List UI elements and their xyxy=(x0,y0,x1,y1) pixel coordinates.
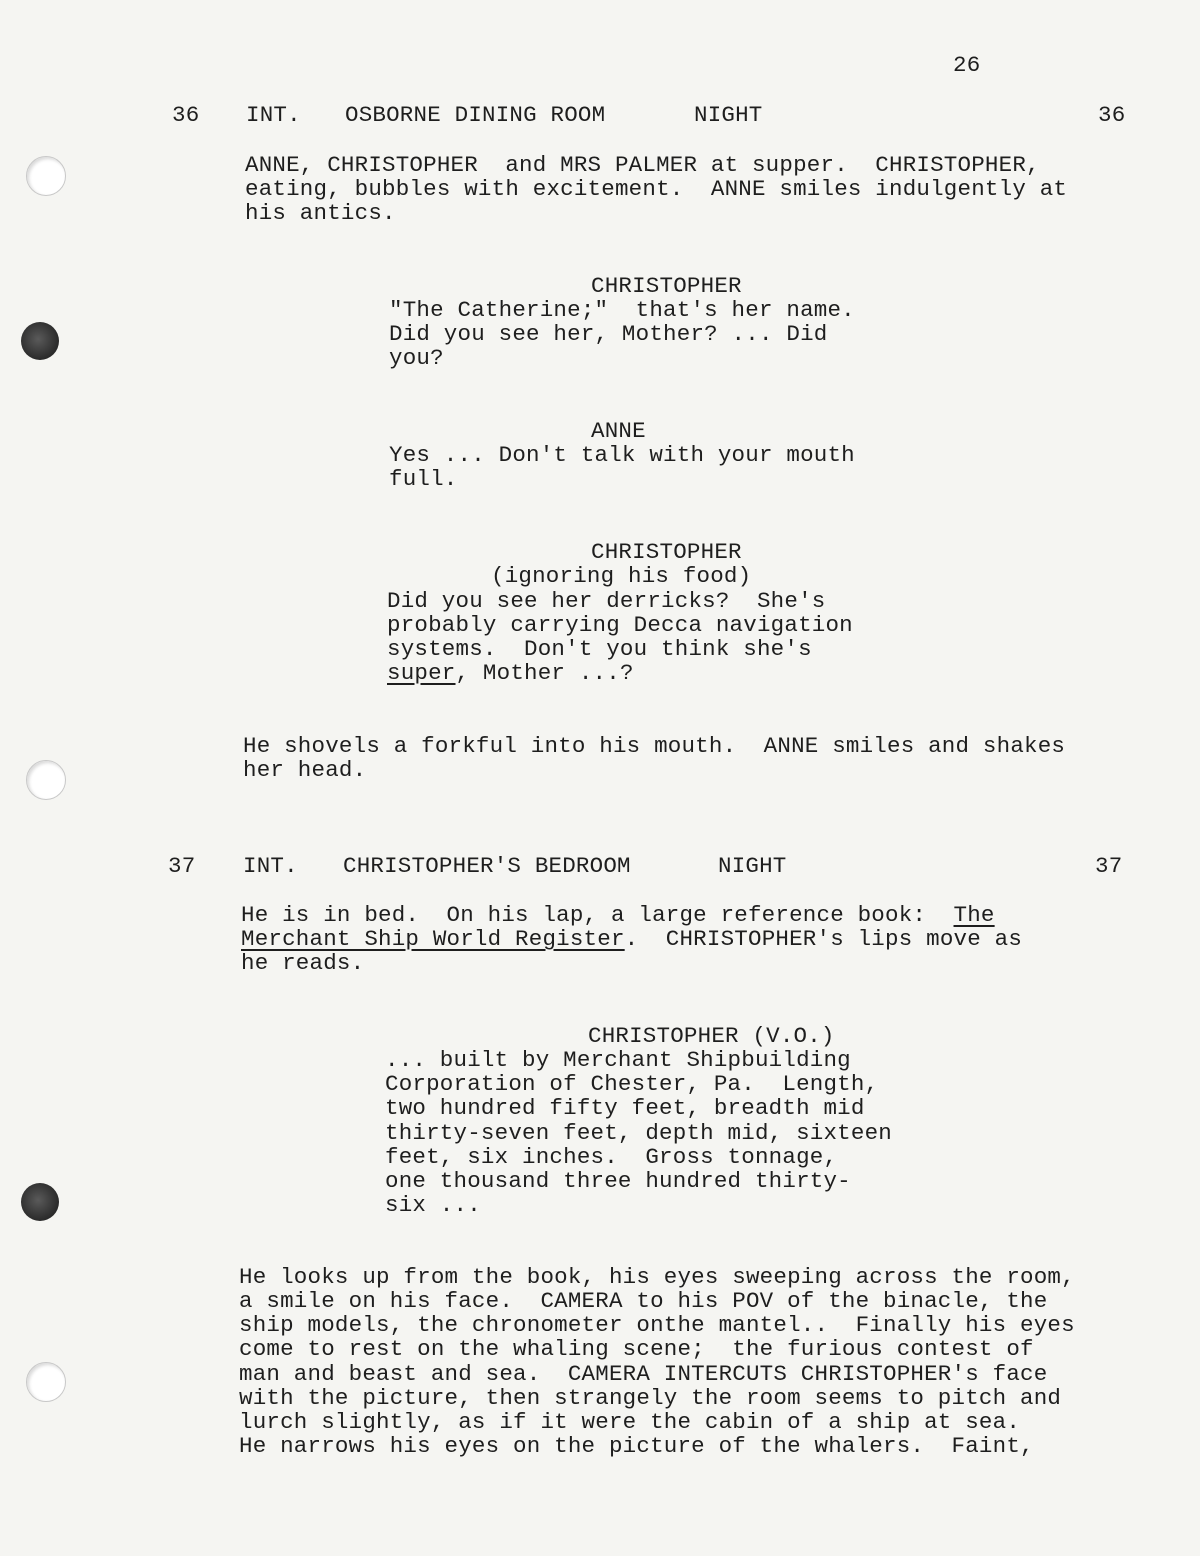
parenthetical: (ignoring his food) xyxy=(491,563,752,589)
dialogue-line-rest: , Mother ...? xyxy=(455,660,634,686)
dialogue-line: six ... xyxy=(385,1192,481,1218)
dialogue-line: ... built by Merchant Shipbuilding xyxy=(385,1047,851,1073)
action-line: ship models, the chronometer onthe mantel.. Finally his eyes xyxy=(239,1312,1075,1338)
dialogue-line: thirty-seven feet, depth mid, sixteen xyxy=(385,1120,892,1146)
character-name: CHRISTOPHER (V.O.) xyxy=(588,1023,835,1049)
binder-hole-punched xyxy=(21,1183,59,1221)
dialogue-line xyxy=(387,661,634,685)
character-name: CHRISTOPHER xyxy=(591,273,742,299)
dialogue-line: feet, six inches. Gross tonnage, xyxy=(385,1144,838,1170)
binder-hole xyxy=(26,1362,66,1402)
action-text: He is in bed. On his lap, a large reference book: xyxy=(241,902,954,928)
character-name: ANNE xyxy=(591,418,646,444)
action-line: with the picture, then strangely the room seems to pitch and xyxy=(239,1385,1062,1411)
action-line: her head. xyxy=(243,757,367,783)
dialogue-line: Yes ... Don't talk with your mouth xyxy=(389,442,855,468)
action-line: He narrows his eyes on the picture of the whalers. Faint, xyxy=(239,1433,1034,1459)
dialogue-line: you? xyxy=(389,345,444,371)
action-line: He looks up from the book, his eyes sweeping across the room, xyxy=(239,1264,1075,1290)
action-line: a smile on his face. CAMERA to his POV of the binacle, the xyxy=(239,1288,1048,1314)
action-line xyxy=(241,903,995,927)
action-line: man and beast and sea. CAMERA INTERCUTS CHRISTOPHER's face xyxy=(239,1361,1048,1387)
character-name: CHRISTOPHER xyxy=(591,539,742,565)
emphasized-word: super xyxy=(387,660,456,686)
action-line: his antics. xyxy=(245,200,396,226)
scene-time: NIGHT xyxy=(694,102,763,128)
binder-hole-punched xyxy=(21,322,59,360)
dialogue-line: "The Catherine;" that's her name. xyxy=(389,297,855,323)
book-title: Merchant Ship World Register xyxy=(241,926,625,952)
dialogue-line: two hundred fifty feet, breadth mid xyxy=(385,1095,865,1121)
scene-int-label: INT. xyxy=(246,102,301,128)
binder-hole xyxy=(26,760,66,800)
action-line: lurch slightly, as if it were the cabin of a ship at sea. xyxy=(239,1409,1021,1435)
action-line: he reads. xyxy=(241,950,365,976)
action-line: He shovels a forkful into his mouth. ANNE smiles and shakes xyxy=(243,733,1066,759)
action-line: come to rest on the whaling scene; the furious contest of xyxy=(239,1336,1034,1362)
scene-number-left: 37 xyxy=(168,853,196,879)
dialogue-line: systems. Don't you think she's xyxy=(387,636,812,662)
page-number: 26 xyxy=(953,52,981,78)
action-text: . CHRISTOPHER's lips move as xyxy=(624,926,1023,952)
dialogue-line: Did you see her derricks? She's xyxy=(387,588,826,614)
dialogue-line: Did you see her, Mother? ... Did xyxy=(389,321,828,347)
scene-number-left: 36 xyxy=(172,102,200,128)
action-line: ANNE, CHRISTOPHER and MRS PALMER at supper. CHRISTOPHER, xyxy=(245,152,1040,178)
binder-hole xyxy=(26,156,66,196)
scene-int-label: INT. xyxy=(243,853,298,879)
scene-location: CHRISTOPHER'S BEDROOM xyxy=(343,853,631,879)
action-line: eating, bubbles with excitement. ANNE smiles indulgently at xyxy=(245,176,1068,202)
scene-number-right: 36 xyxy=(1098,102,1126,128)
dialogue-line: Corporation of Chester, Pa. Length, xyxy=(385,1071,879,1097)
scene-time: NIGHT xyxy=(718,853,787,879)
dialogue-line: probably carrying Decca navigation xyxy=(387,612,853,638)
book-title: The xyxy=(953,902,995,928)
action-line xyxy=(241,927,1022,951)
dialogue-line: full. xyxy=(389,466,458,492)
scene-number-right: 37 xyxy=(1095,853,1123,879)
dialogue-line: one thousand three hundred thirty- xyxy=(385,1168,851,1194)
scene-location: OSBORNE DINING ROOM xyxy=(345,102,606,128)
